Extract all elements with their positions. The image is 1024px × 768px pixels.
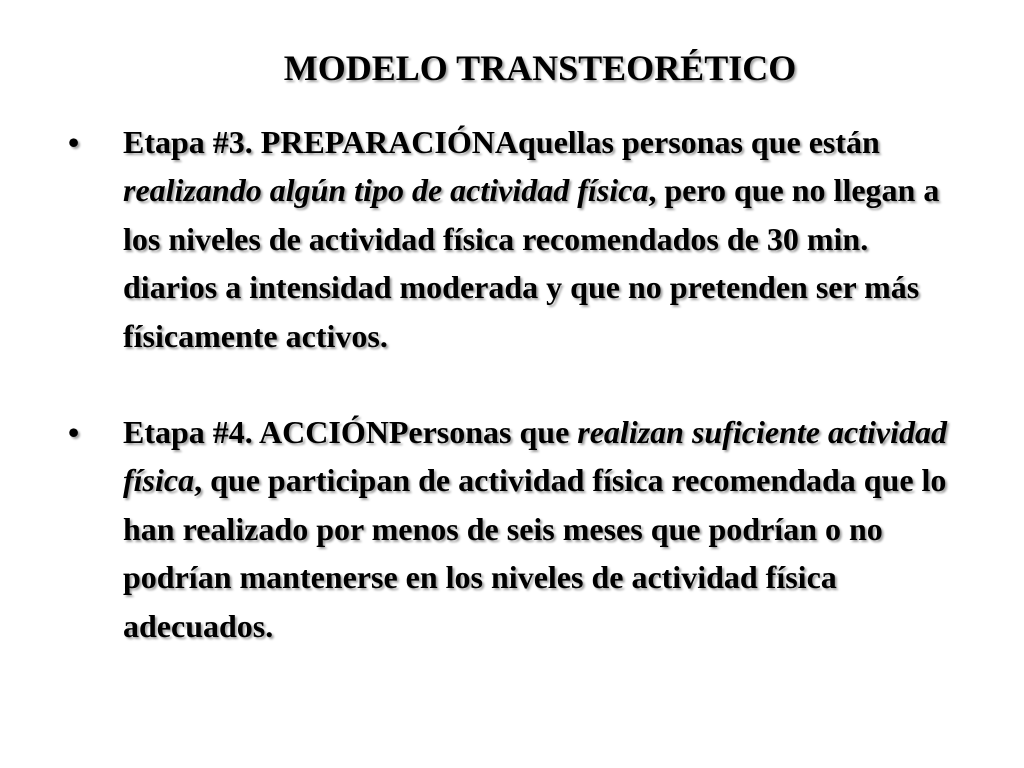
stage-description-continued: , que participan de actividad física recomendada que lo han realizado por menos de seis meses que podrían o no podrían mantenerse en los niveles de actividad física adecuados. — [123, 462, 947, 644]
stage-label: Etapa #4. ACCIÓN — [123, 414, 389, 451]
stage-description-continued: , pero que no llegan a los niveles de actividad física recomendados de 30 min. diarios a intensidad moderada y que no pretenden ser más físicamente activos. — [123, 172, 940, 354]
bullet-list — [68, 118, 968, 650]
stage-description: Aquellas personas que están — [494, 124, 880, 160]
bullet-icon: • — [68, 414, 80, 451]
stage-description: Personas que — [388, 414, 578, 451]
slide-title: MODELO TRANSTEORÉTICO — [283, 48, 797, 88]
bullet-item-etapa-3 — [68, 118, 968, 360]
bullet-icon: • — [68, 124, 80, 160]
bullet-item-etapa-4 — [68, 408, 968, 650]
stage-description-emphasis: realizando algún tipo de actividad física — [123, 172, 649, 209]
stage-label: Etapa #3. PREPARACIÓN — [123, 124, 495, 160]
stage-description-emphasis: realizan suficiente actividad física — [123, 414, 948, 499]
